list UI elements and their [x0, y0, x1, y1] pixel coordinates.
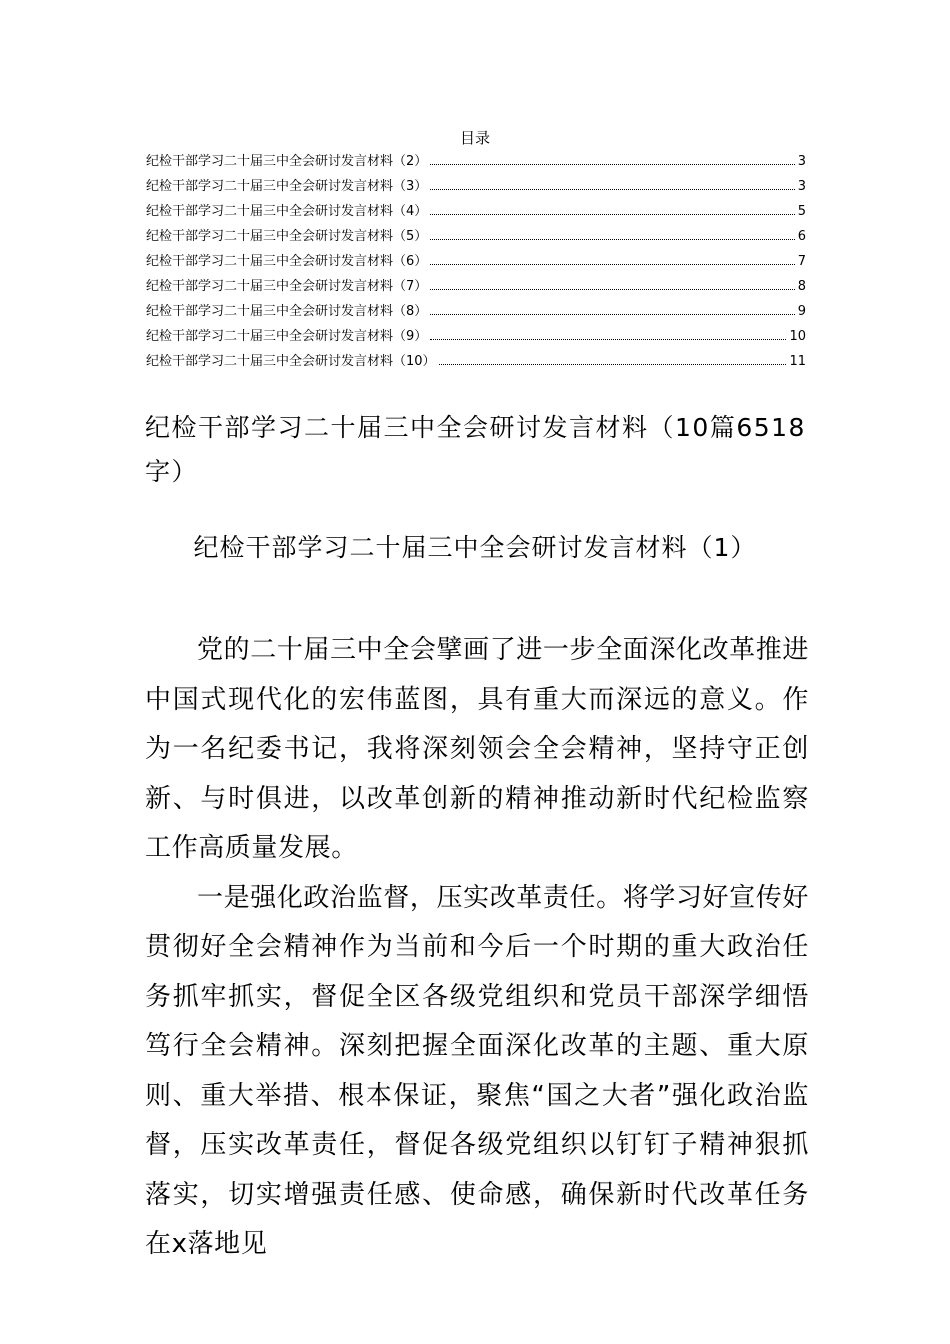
toc-dot-leader [430, 152, 794, 165]
toc-entry-label: 纪检干部学习二十届三中全会研讨发言材料（2） [146, 154, 428, 169]
toc-entry-label: 纪检干部学习二十届三中全会研讨发言材料（10） [146, 354, 436, 369]
section-title: 纪检干部学习二十届三中全会研讨发言材料（1） [193, 533, 757, 562]
toc-entry[interactable] [146, 177, 806, 202]
toc-dot-leader [430, 302, 794, 315]
document-title: 纪检干部学习二十届三中全会研讨发言材料（10篇6518字） [145, 413, 806, 486]
table-of-contents [146, 152, 806, 377]
body-paragraph: 一是强化政治监督，压实改革责任。将学习好宣传好贯彻好全会精神作为当前和今后一个时期的重大政治任务抓牢抓实，督促全区各级党组织和党员干部深学细悟笃行全会精神。深刻把握全面深化改革的主题、重大原则、重大举措、根本保证，聚焦“国之大者”强化政治监督，压实改革责任，督促各级党组织以钉钉子精神狠抓落实，切实增强责任感、使命感，确保新时代改革任务在x落地见 [145, 882, 809, 1259]
toc-entry-label: 纪检干部学习二十届三中全会研讨发言材料（7） [146, 279, 428, 294]
toc-entry-label: 纪检干部学习二十届三中全会研讨发言材料（5） [146, 229, 428, 244]
toc-title: 目录 [459, 129, 490, 147]
toc-dot-leader [430, 202, 794, 215]
toc-entry-label: 纪检干部学习二十届三中全会研讨发言材料（3） [146, 179, 428, 194]
toc-entry-page: 10 [789, 329, 806, 344]
toc-entry-label: 纪检干部学习二十届三中全会研讨发言材料（4） [146, 204, 428, 219]
toc-dot-leader [430, 327, 786, 340]
toc-entry-page: 7 [797, 254, 806, 269]
toc-dot-leader [430, 252, 794, 265]
toc-entry[interactable] [146, 302, 806, 327]
toc-entry[interactable] [146, 227, 806, 252]
toc-entry-label: 纪检干部学习二十届三中全会研讨发言材料（8） [146, 304, 428, 319]
toc-entry-page: 8 [797, 279, 806, 294]
body-paragraph: 党的二十届三中全会擘画了进一步全面深化改革推进中国式现代化的宏伟蓝图，具有重大而深远的意义。作为一名纪委书记，我将深刻领会全会精神，坚持守正创新、与时俱进，以改革创新的精神推动新时代纪检监察工作高质量发展。 [145, 635, 809, 863]
toc-dot-leader [430, 177, 794, 190]
toc-entry-page: 6 [797, 229, 806, 244]
toc-entry-page: 5 [797, 204, 806, 219]
toc-dot-leader [430, 277, 794, 290]
toc-entry-label: 纪检干部学习二十届三中全会研讨发言材料（9） [146, 329, 428, 344]
toc-dot-leader [439, 352, 787, 365]
toc-entry-page: 3 [797, 154, 806, 169]
toc-entry[interactable] [146, 352, 806, 377]
toc-entry-page: 9 [797, 304, 806, 319]
toc-entry-label: 纪检干部学习二十届三中全会研讨发言材料（6） [146, 254, 428, 269]
toc-dot-leader [430, 227, 794, 240]
body-text [145, 626, 809, 1270]
toc-entry[interactable] [146, 152, 806, 177]
toc-entry[interactable] [146, 202, 806, 227]
toc-entry-page: 3 [797, 179, 806, 194]
toc-entry[interactable] [146, 252, 806, 277]
toc-entry[interactable] [146, 327, 806, 352]
toc-entry-page: 11 [789, 354, 806, 369]
toc-entry[interactable] [146, 277, 806, 302]
